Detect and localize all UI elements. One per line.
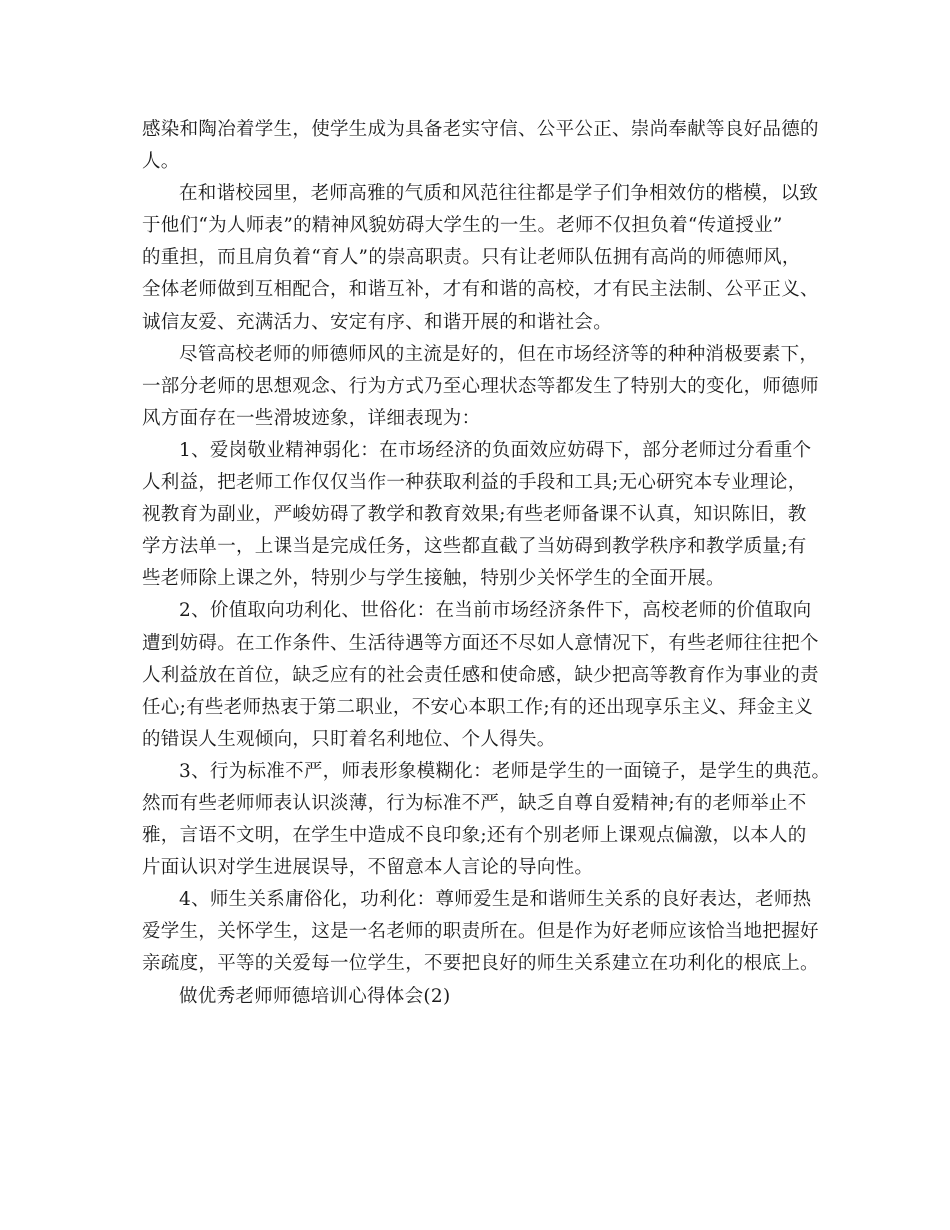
text-line: 尽管高校老师的师德师风的主流是好的，但在市场经济等的种种消极要素下，	[179, 343, 819, 365]
text-line: 在和谐校园里，老师高雅的气质和风范往往都是学子们争相效仿的楷模，以致	[179, 183, 819, 205]
text-line: 雅，言语不文明，在学生中造成不良印象;还有个别老师上课观点偏激，以本人的	[142, 825, 807, 847]
text-line: 2、价值取向功利化、世俗化：在当前市场经济条件下，高校老师的价值取向	[179, 600, 812, 622]
text-line: 然而有些老师师表认识淡薄，行为标准不严，缺乏自尊自爱精神;有的老师举止不	[142, 792, 807, 814]
text-line: 亲疏度，平等的关爱每一位学生，不要把良好的师生关系建立在功利化的根底上。	[142, 953, 819, 975]
text-line: 诚信友爱、充满活力、安定有序、和谐开展的和谐社会。	[142, 311, 613, 333]
text-line: 人利益，把老师工作仅仅当作一种获取利益的手段和工具;无心研究本专业理论，	[142, 472, 807, 494]
text-line: 片面认识对学生进展误导，不留意本人言论的导向性。	[142, 857, 594, 879]
text-line: 些老师除上课之外，特别少与学生接触，特别少关怀学生的全面开展。	[142, 568, 725, 590]
document-body	[142, 114, 831, 1013]
text-line: 全体老师做到互相配合，和谐互补，才有和谐的高校，才有民主法制、公平正义、	[142, 279, 819, 301]
text-line: 学方法单一，上课当是完成任务，这些都直截了当妨碍到教学秩序和教学质量;有	[142, 536, 807, 558]
text-line: 一部分老师的思想观念、行为方式乃至心理状态等都发生了特别大的变化，师德师	[142, 375, 819, 397]
text-line: 人。	[142, 151, 180, 173]
text-line: 做优秀老师师德培训心得体会(2)	[179, 985, 451, 1007]
text-line: 爱学生，关怀学生，这是一名老师的职责所在。但是作为好老师应该恰当地把握好	[142, 921, 819, 943]
text-line: 任心;有些老师热衷于第二职业，不安心本职工作;有的还出现享乐主义、拜金主义	[142, 696, 814, 718]
text-line: 4、师生关系庸俗化，功利化：尊师爱生是和谐师生关系的良好表达，老师热	[179, 889, 812, 911]
text-line: 遭到妨碍。在工作条件、生活待遇等方面还不尽如人意情况下，有些老师往往把个	[142, 632, 819, 654]
text-line: 风方面存在一些滑坡迹象，详细表现为：	[142, 407, 481, 429]
text-line: 1、爱岗敬业精神弱化：在市场经济的负面效应妨碍下，部分老师过分看重个	[179, 439, 812, 461]
text-line: 于他们“为人师表”的精神风貌妨碍大学生的一生。老师不仅担负着“传道授业”	[142, 215, 783, 237]
text-line: 的错误人生观倾向，只盯着名利地位、个人得失。	[142, 728, 556, 750]
text-line: 视教育为副业，严峻妨碍了教学和教育效果;有些老师备课不认真，知识陈旧，教	[142, 504, 807, 526]
text-line: 感染和陶冶着学生，使学生成为具备老实守信、公平公正、崇尚奉献等良好品德的	[142, 119, 819, 140]
text-line: 的重担，而且肩负着“育人”的崇高职责。只有让老师队伍拥有高尚的师德师风，	[142, 247, 801, 269]
text-line: 3、行为标准不严，师表形象模糊化：老师是学生的一面镜子，是学生的典范。	[179, 760, 831, 782]
text-line: 人利益放在首位，缺乏应有的社会责任感和使命感，缺少把高等教育作为事业的责	[142, 664, 819, 686]
